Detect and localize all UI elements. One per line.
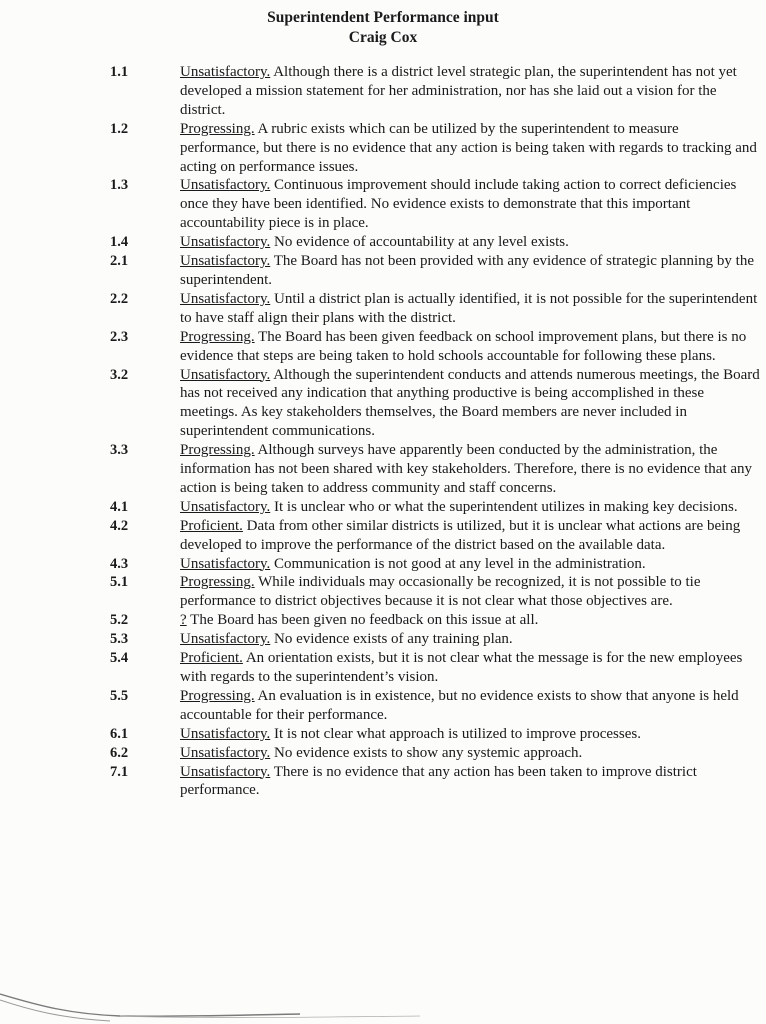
item-number: 1.2: [110, 120, 129, 137]
evaluation-item: [0, 441, 766, 498]
evaluation-item: [0, 555, 766, 574]
evaluation-item: [0, 290, 766, 328]
document-header: [0, 8, 766, 48]
evaluation-item: [0, 573, 766, 611]
item-body: [180, 630, 760, 649]
page-fold-mark: [0, 964, 766, 1024]
rating-label: Progressing.: [180, 120, 255, 137]
evaluation-item: [0, 725, 766, 744]
item-number: 1.4: [110, 234, 129, 251]
rating-label: Unsatisfactory.: [180, 498, 271, 515]
item-comment: Although surveys have apparently been conducted by the administration, the information has not been shared with key stakeholders. Therefore, there is no evidence that any action is being taken to address community and staff concerns.: [180, 442, 753, 496]
item-number: 4.2: [110, 517, 129, 534]
evaluation-item: [0, 649, 766, 687]
evaluation-item: [0, 176, 766, 233]
rating-label: Progressing.: [180, 687, 255, 704]
item-body: [180, 366, 760, 442]
item-body: [180, 63, 760, 120]
item-body: [180, 573, 760, 611]
rating-label: Unsatisfactory.: [180, 234, 271, 251]
evaluation-item: [0, 366, 766, 442]
rating-label: Unsatisfactory.: [180, 555, 271, 572]
item-number: 7.1: [110, 763, 129, 780]
item-number: 3.3: [110, 442, 129, 459]
item-body: [180, 763, 760, 801]
item-comment: No evidence of accountability at any level exists.: [274, 234, 569, 251]
rating-label: Unsatisfactory.: [180, 177, 271, 194]
item-body: [180, 744, 760, 763]
item-comment: No evidence exists to show any systemic approach.: [274, 744, 583, 761]
item-comment: Continuous improvement should include taking action to correct deficiencies once they have been identified. No evidence exists to demonstrate that this important accountability piece is in place.: [180, 177, 737, 232]
evaluation-item: [0, 63, 766, 120]
item-comment: Until a district plan is actually identified, it is not possible for the superintendent to have staff align their plans with the district.: [180, 290, 758, 326]
evaluation-item: [0, 252, 766, 290]
item-comment: While individuals may occasionally be recognized, it is not possible to tie performance to district objectives because it is not clear what those objectives are.: [180, 574, 701, 610]
rating-label: Unsatisfactory.: [180, 366, 271, 383]
rating-label: Proficient.: [180, 517, 243, 534]
item-number: 2.2: [110, 290, 129, 307]
rating-label: Proficient.: [180, 650, 243, 667]
item-comment: Although the superintendent conducts and attends numerous meetings, the Board has not received any indication that anything productive is being accomplished in these meetings. As key stakeholders themselves, the Board members are never included in superintendent communications.: [180, 366, 760, 440]
item-body: [180, 498, 760, 517]
evaluation-item: [0, 611, 766, 630]
evaluation-item: [0, 517, 766, 555]
item-comment: It is not clear what approach is utilized to improve processes.: [274, 725, 641, 742]
item-body: [180, 649, 760, 687]
item-body: [180, 252, 760, 290]
item-number: 5.1: [110, 574, 129, 591]
item-number: 5.2: [110, 612, 129, 629]
item-number: 2.1: [110, 253, 129, 270]
item-number: 6.1: [110, 725, 129, 742]
evaluation-item: [0, 498, 766, 517]
evaluation-item: [0, 233, 766, 252]
item-body: [180, 555, 760, 574]
item-comment: It is unclear who or what the superintendent utilizes in making key decisions.: [274, 498, 738, 515]
item-number: 1.1: [110, 64, 129, 80]
item-number: 2.3: [110, 328, 129, 345]
rating-label: Unsatisfactory.: [180, 725, 271, 742]
rating-label: Progressing.: [180, 574, 255, 591]
rating-label: Progressing.: [180, 328, 255, 345]
item-body: [180, 176, 760, 233]
item-body: [180, 517, 760, 555]
evaluation-item: [0, 630, 766, 649]
item-body: [180, 611, 760, 630]
evaluation-item: [0, 687, 766, 725]
rating-label: ?: [180, 612, 187, 629]
rating-label: Unsatisfactory.: [180, 744, 271, 761]
person-name: Craig Cox: [348, 29, 418, 46]
evaluation-item: [0, 744, 766, 763]
item-body: [180, 725, 760, 744]
rating-label: Unsatisfactory.: [180, 763, 271, 780]
evaluation-item: [0, 328, 766, 366]
item-comment: The Board has not been provided with any evidence of strategic planning by the superintendent.: [180, 253, 755, 288]
item-comment: There is no evidence that any action has been taken to improve district performance.: [180, 763, 697, 799]
item-comment: A rubric exists which can be utilized by the superintendent to measure performance, but there is no evidence that any action is being taken with regards to tracking and acting on performance issues.: [180, 120, 757, 175]
item-number: 1.3: [110, 177, 129, 194]
rating-label: Unsatisfactory.: [180, 631, 271, 648]
rating-label: Unsatisfactory.: [180, 64, 271, 80]
document-title: Superintendent Performance input: [267, 9, 499, 26]
item-body: [180, 328, 760, 366]
item-number: 5.3: [110, 631, 129, 648]
item-body: [180, 290, 760, 328]
item-comment: No evidence exists of any training plan.: [274, 631, 513, 648]
item-comment: An orientation exists, but it is not clear what the message is for the new employees with regards to the superintendent’s vision.: [180, 650, 743, 685]
item-number: 5.4: [110, 650, 129, 667]
item-body: [180, 120, 760, 177]
evaluation-item: [0, 763, 766, 801]
rating-label: Unsatisfactory.: [180, 253, 271, 270]
item-number: 6.2: [110, 744, 129, 761]
evaluation-item: [0, 120, 766, 177]
rating-label: Unsatisfactory.: [180, 290, 271, 307]
item-number: 3.2: [110, 366, 129, 383]
item-number: 4.3: [110, 555, 129, 572]
item-comment: Although there is a district level strategic plan, the superintendent has not yet developed a mission statement for her administration, nor has she laid out a vision for the district.: [180, 64, 737, 118]
rating-label: Progressing.: [180, 442, 255, 459]
item-body: [180, 687, 760, 725]
item-comment: The Board has been given feedback on school improvement plans, but there is no evidence that steps are being taken to hold schools accountable for following these plans.: [180, 328, 747, 364]
item-comment: The Board has been given no feedback on this issue at all.: [190, 612, 539, 629]
item-comment: Communication is not good at any level in the administration.: [274, 555, 646, 572]
item-comment: Data from other similar districts is utilized, but it is unclear what actions are being developed to improve the performance of the district based on the available data.: [180, 517, 741, 553]
item-number: 4.1: [110, 498, 129, 515]
evaluation-list: [0, 63, 766, 800]
item-comment: An evaluation is in existence, but no evidence exists to show that anyone is held accountable for their performance.: [180, 687, 739, 723]
item-body: [180, 441, 760, 498]
item-body: [180, 233, 760, 252]
item-number: 5.5: [110, 687, 129, 704]
